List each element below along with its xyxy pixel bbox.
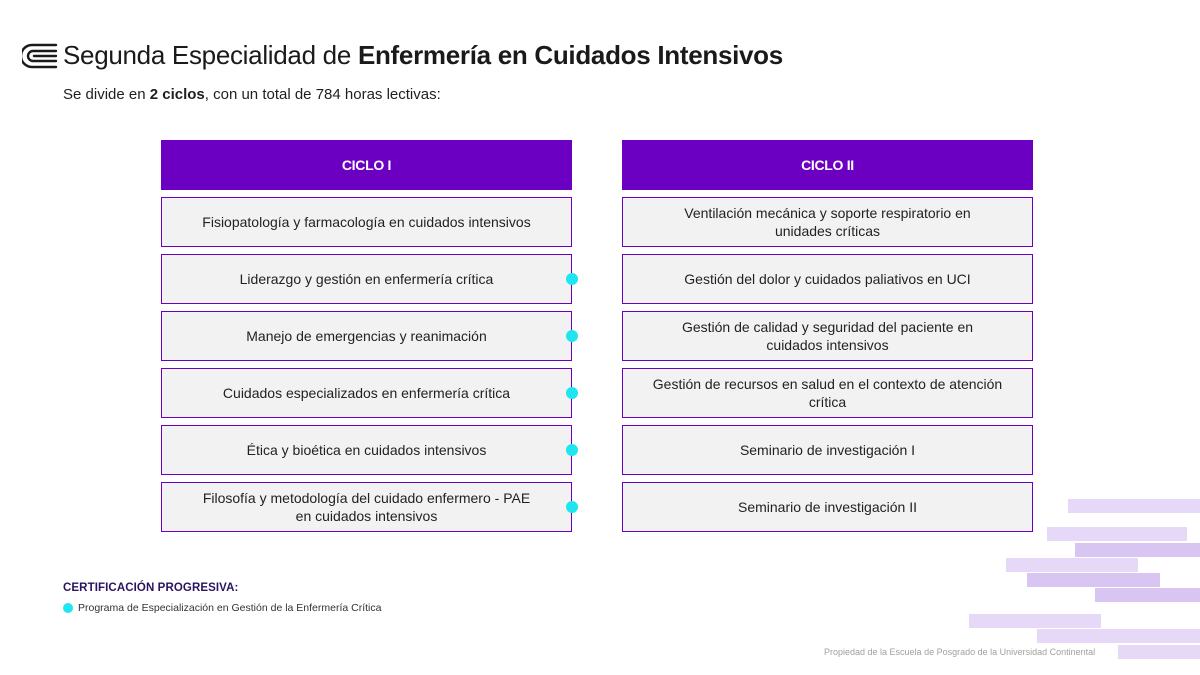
course-name: Gestión del dolor y cuidados paliativos en UCI	[684, 271, 971, 287]
decorative-bar	[1068, 499, 1200, 513]
course-cell	[161, 254, 572, 304]
course-cell	[622, 311, 1033, 361]
cycle-2-header: CICLO II	[622, 140, 1033, 190]
course-name: Seminario de investigación I	[739, 442, 916, 458]
course-cell	[622, 482, 1033, 532]
decorative-bar	[1075, 543, 1200, 557]
course-name: Filosofía y metodología del cuidado enfermero - PAE en cuidados intensivos	[202, 490, 531, 524]
subtitle-pre: Se divide en	[63, 86, 150, 103]
cyan-dot-icon	[566, 444, 578, 456]
decorative-bar	[969, 614, 1101, 628]
course-name: Cuidados especializados en enfermería crítica	[222, 385, 511, 401]
course-name: Gestión de recursos en salud en el contexto de atención crítica	[652, 376, 1003, 410]
course-cell	[161, 197, 572, 247]
cycle-1-header: CICLO I	[161, 140, 572, 190]
course-name: Gestión de calidad y seguridad del paciente en cuidados intensivos	[681, 319, 974, 353]
decorative-bar	[1037, 629, 1200, 643]
course-cell	[622, 368, 1033, 418]
course-name: Ventilación mecánica y soporte respiratorio en unidades críticas	[684, 205, 971, 239]
cyan-dot-icon	[566, 501, 578, 513]
course-cell	[161, 482, 572, 532]
cyan-dot-icon	[566, 330, 578, 342]
certification-item	[63, 602, 381, 614]
decorative-bar	[1006, 558, 1138, 572]
cyan-dot-icon	[566, 273, 578, 285]
decorative-bar	[1118, 645, 1200, 659]
course-name: Seminario de investigación II	[738, 499, 917, 515]
cycle-2-column	[622, 140, 1033, 532]
course-name: Fisiopatología y farmacología en cuidados intensivos	[202, 214, 531, 230]
course-cell	[161, 311, 572, 361]
course-cell	[622, 197, 1033, 247]
course-name: Liderazgo y gestión en enfermería crítica	[239, 271, 494, 287]
footer-note: Propiedad de la Escuela de Posgrado de la Universidad Continental	[824, 647, 1096, 657]
course-cell	[161, 425, 572, 475]
course-name: Manejo de emergencias y reanimación	[246, 328, 487, 344]
page-subtitle	[63, 86, 441, 103]
decorative-bar	[1027, 573, 1160, 587]
cyan-dot-icon	[63, 603, 73, 613]
subtitle-bold: 2 ciclos	[149, 86, 205, 103]
decorative-bar	[1095, 588, 1200, 602]
course-name: Ética y bioética en cuidados intensivos	[246, 442, 487, 458]
certification-title: CERTIFICACIÓN PROGRESIVA:	[63, 582, 239, 594]
course-cell	[161, 368, 572, 418]
certification-item-label: Programa de Especialización en Gestión de la Enfermería Crítica	[78, 602, 382, 614]
decorative-bar	[1047, 527, 1187, 541]
page-title	[63, 40, 783, 71]
cycle-1-column	[161, 140, 572, 532]
course-cell	[622, 425, 1033, 475]
subtitle-post: , con un total de 784 horas lectivas:	[204, 86, 441, 103]
title-bold: Enfermería en Cuidados Intensivos	[357, 40, 783, 70]
course-cell	[622, 254, 1033, 304]
cyan-dot-icon	[566, 387, 578, 399]
title-regular: Segunda Especialidad de	[63, 40, 358, 70]
continental-logo-icon	[22, 42, 58, 70]
